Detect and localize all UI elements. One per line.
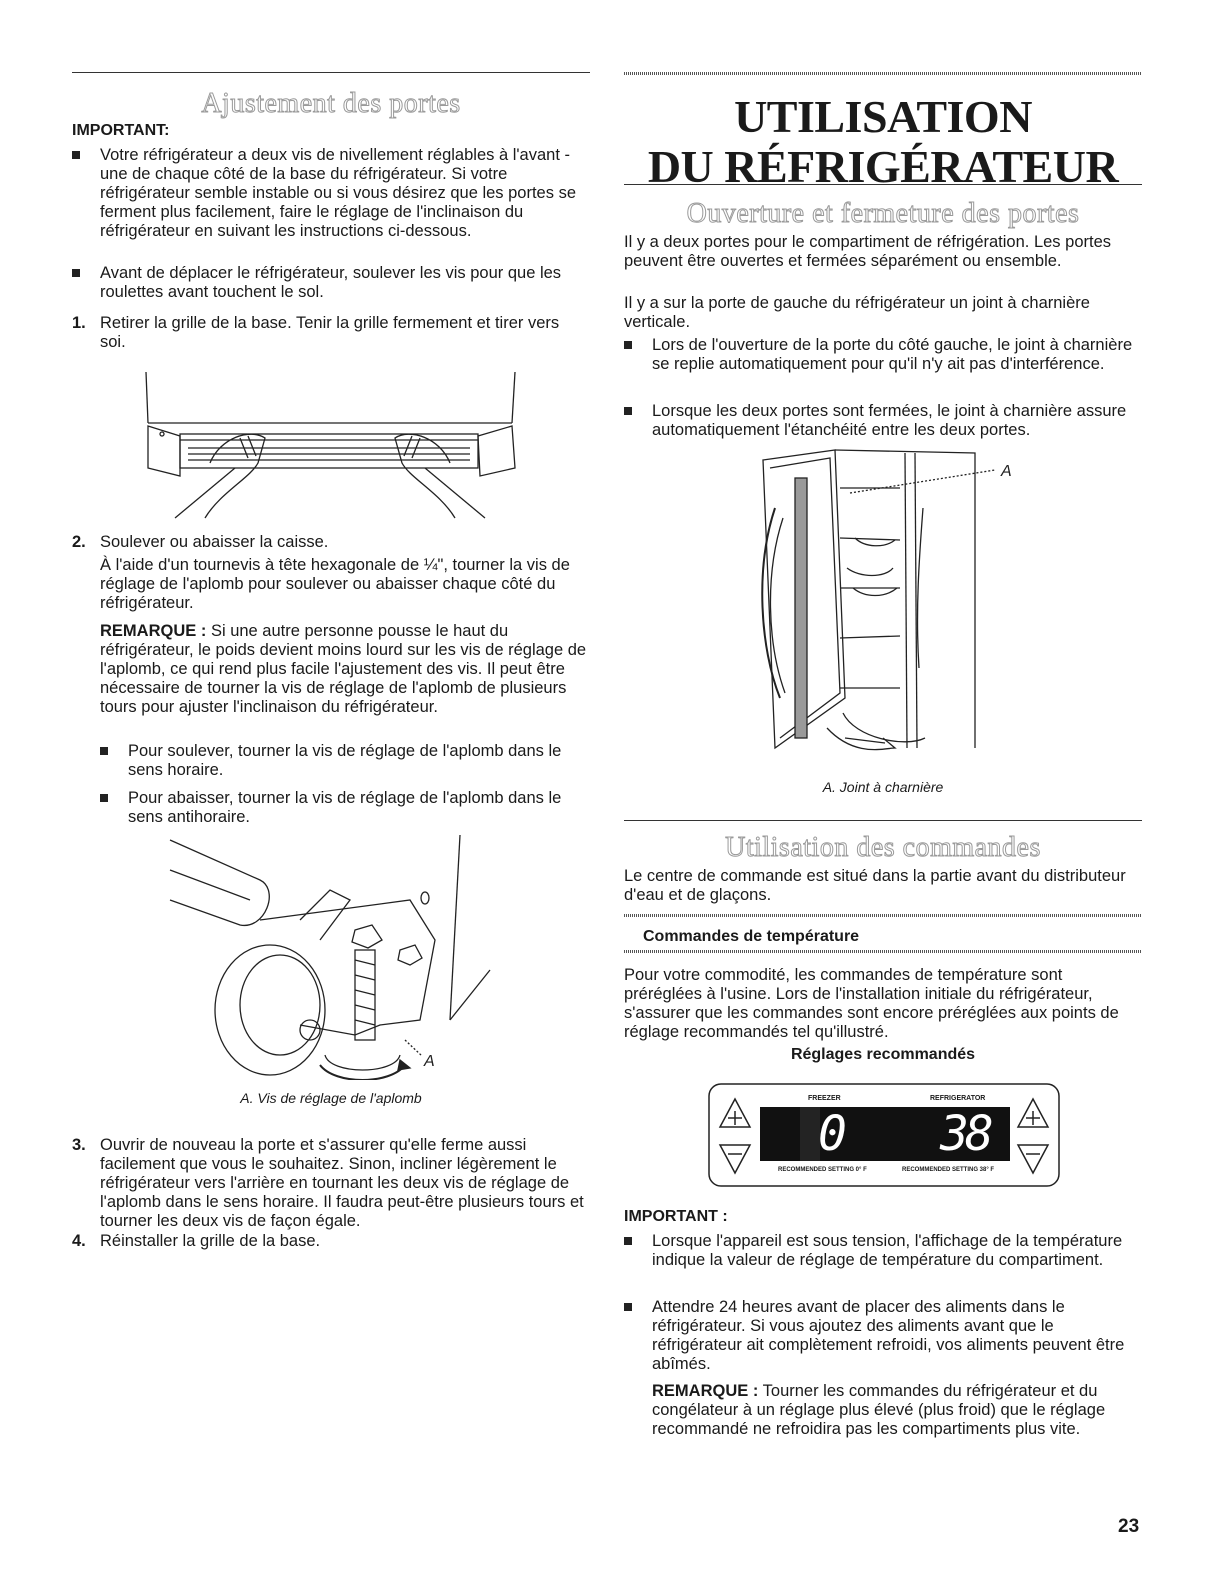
page-number: 23 [1118, 1516, 1140, 1537]
figure-caption: A. Vis de réglage de l'aplomb [240, 1090, 422, 1106]
hinged-seal-illustration [735, 448, 1035, 770]
title-rule [624, 184, 1142, 185]
subhead-commandes-temperature: Commandes de température [643, 928, 860, 945]
refrigerator-recommended-setting: RECOMMENDED SETTING 38° F [902, 1167, 995, 1173]
paragraph: Le centre de commande est situé dans la partie avant du distributeur d'eau et de glaçons. [624, 867, 1126, 904]
top-rule-left [72, 72, 590, 73]
page-title: UTILISATION DU RÉFRIGÉRATEUR [647, 91, 1119, 192]
subhead-rule-bottom [624, 950, 1142, 953]
list-item: Avant de déplacer le réfrigérateur, soulever les vis pour que les roulettes avant touchent le sol. [72, 264, 587, 302]
figure-label-a: A [424, 1053, 435, 1070]
list-item: Lorsque les deux portes sont fermées, le joint à charnière assure automatiquement l'étanchéité entre les deux portes. [624, 402, 1139, 440]
remarque-paragraph: REMARQUE : Tourner les commandes du réfrigérateur et du congélateur à un réglage plus élevé (plus froid) que le réglage recommandé ne refroidira pas les compartiments plus vite. [652, 1382, 1106, 1438]
refrigerator-down-arrow-icon[interactable] [1016, 1143, 1050, 1175]
bullet-square-icon [100, 794, 108, 802]
bullet-square-icon [72, 269, 80, 277]
section-title-ajustement: Ajustement des portes [201, 88, 461, 119]
paragraph: Il y a deux portes pour le compartiment de réfrigération. Les portes peuvent être ouvertes et fermées séparément ou ensemble. [624, 233, 1111, 270]
figure-label-a: A [1001, 463, 1012, 480]
list-item: Votre réfrigérateur a deux vis de nivellement réglables à l'avant - une de chaque côté de la base du réfrigérateur. Si votre réfrigérateur semble instable ou si vous désirez que les portes se ferment plus facilement, faire le réglage de l'inclinaison du réfrigérateur en suivant les instructions ci-dessous. [72, 146, 587, 241]
step-2-detail: À l'aide d'un tournevis à tête hexagonale de ¼", tourner la vis de réglage de l'aplomb pour soulever ou abaisser chaque côté du réfrigérateur. [100, 556, 570, 612]
section-rule [624, 820, 1142, 821]
subhead-rule-top [624, 914, 1142, 917]
bullet-square-icon [624, 341, 632, 349]
leveling-screw-illustration [160, 830, 510, 1080]
refrigerator-up-arrow-icon[interactable] [1016, 1097, 1050, 1129]
step-2: 2. Soulever ou abaisser la caisse. [72, 533, 329, 551]
refrigerator-label: REFRIGERATOR [930, 1095, 986, 1102]
step-3: 3. Ouvrir de nouveau la porte et s'assurer qu'elle ferme aussi facilement que vous le souhaitez. Sinon, incliner légèrement le réfrigérateur vers l'arrière en tournant les deux vis de réglage de l'aplomb dans le sens horaire. Il faudra peut-être plusieurs tours et tourner les deux vis de façon égale. [72, 1136, 584, 1230]
list-item: Lorsque l'appareil est sous tension, l'affichage de la température indique la valeur de réglage de température du compartiment. [624, 1232, 1139, 1270]
freezer-temperature-display: 0 [818, 1106, 847, 1162]
remarque-paragraph: REMARQUE : Si une autre personne pousse le haut du réfrigérateur, le poids devient moins lourd sur les vis de réglage de l'aplomb, ce qui rend plus facile l'ajustement des vis. Il peut être nécessaire de tourner la vis de réglage de l'aplomb de plusieurs tours pour ajuster l'inclinaison du réfrigérateur. [100, 622, 587, 716]
freezer-recommended-setting: RECOMMENDED SETTING 0° F [778, 1167, 867, 1173]
freezer-down-arrow-icon[interactable] [718, 1143, 752, 1175]
important-label: IMPORTANT: [72, 122, 170, 139]
step-4: 4. Réinstaller la grille de la base. [72, 1232, 321, 1250]
figure-caption: A. Joint à charnière [822, 779, 944, 795]
step-1: 1. Retirer la grille de la base. Tenir la grille fermement et tirer vers soi. [72, 314, 560, 351]
list-item: Attendre 24 heures avant de placer des aliments dans le réfrigérateur. Si vous ajoutez des aliments avant que le réfrigérateur ait complètement refroidi, vos aliments peuvent être abîmés. [624, 1298, 1139, 1374]
important-label: IMPORTANT : [624, 1208, 728, 1225]
paragraph: Il y a sur la porte de gauche du réfrigérateur un joint à charnière verticale. [624, 294, 1090, 331]
bullet-square-icon [624, 1303, 632, 1311]
bullet-square-icon [100, 747, 108, 755]
bullet-square-icon [624, 407, 632, 415]
section-title-commandes: Utilisation des commandes [725, 832, 1041, 863]
freezer-label: FREEZER [808, 1095, 841, 1102]
section-title-ouverture: Ouverture et fermeture des portes [686, 198, 1080, 229]
paragraph: Pour votre commodité, les commandes de température sont préréglées à l'usine. Lors de l'installation initiale du réfrigérateur, s'assurer que les commandes sont encore préréglées aux points de réglage recommandés tel qu'illustré. [624, 966, 1119, 1041]
bullet-square-icon [624, 1237, 632, 1245]
base-grille-illustration [140, 368, 530, 528]
control-panel [708, 1083, 1060, 1187]
list-item: Pour soulever, tourner la vis de réglage de l'aplomb dans le sens horaire. [100, 742, 587, 780]
list-item: Pour abaisser, tourner la vis de réglage de l'aplomb dans le sens antihoraire. [100, 789, 587, 827]
bullet-square-icon [72, 151, 80, 159]
refrigerator-temperature-display: 38 [940, 1106, 990, 1162]
top-rule-right [624, 72, 1142, 75]
list-item: Lors de l'ouverture de la porte du côté gauche, le joint à charnière se replie automatiquement pour qu'il n'y ait pas d'interférence. [624, 336, 1139, 374]
freezer-up-arrow-icon[interactable] [718, 1097, 752, 1129]
control-panel-frame [708, 1083, 1060, 1187]
reglages-label: Réglages recommandés [790, 1046, 976, 1063]
